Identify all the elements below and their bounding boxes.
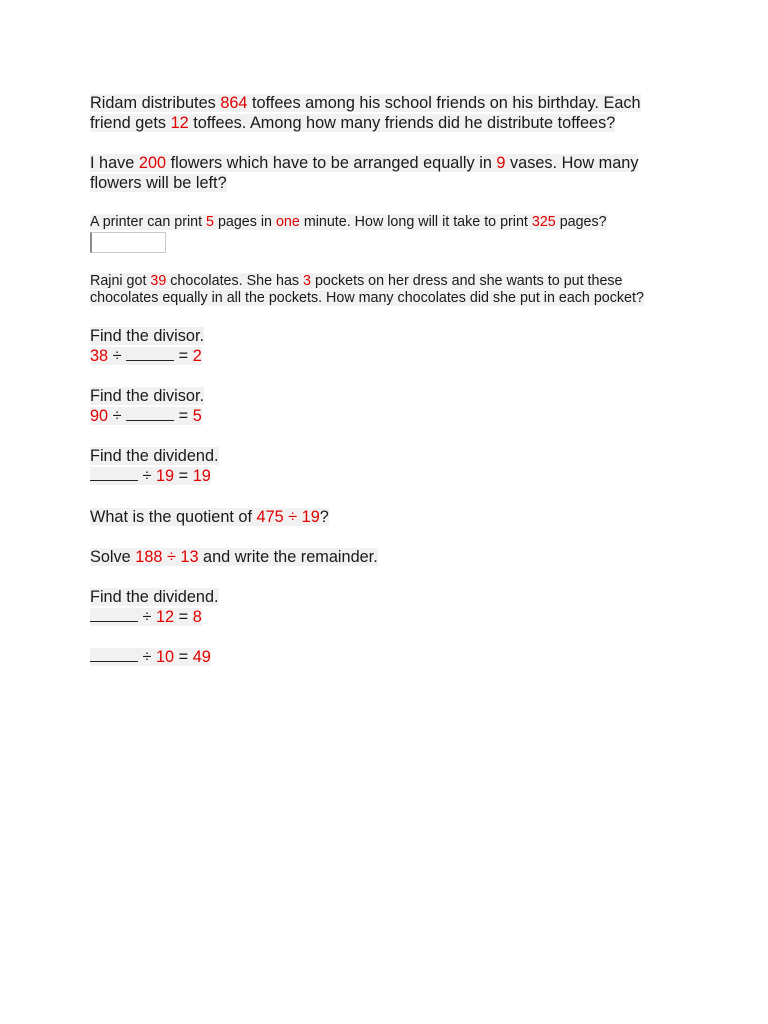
q4-number: 39: [150, 273, 167, 289]
q6-prompt: Find the divisor.: [90, 387, 205, 405]
q2-text: vases. How many: [505, 154, 639, 172]
q1-text: friend gets: [90, 114, 171, 132]
equals-sign: =: [178, 407, 189, 425]
answer-blank[interactable]: [126, 406, 174, 421]
q2-text: flowers will be left?: [90, 174, 227, 192]
q2-number: 9: [496, 154, 506, 172]
q3-text: pages?: [555, 214, 607, 230]
equals-sign: =: [178, 648, 189, 666]
q1-text: toffees among his school friends on his birthday. Each: [247, 94, 641, 112]
q9-expression: 188 ÷ 13: [135, 548, 199, 566]
question-dividend-2: [90, 587, 219, 627]
q7-quotient: 19: [192, 467, 211, 485]
equals-sign: =: [178, 467, 189, 485]
q3-text: pages in: [213, 214, 276, 230]
answer-input[interactable]: [90, 232, 166, 253]
q2-text: I have: [90, 154, 139, 172]
equals-sign: =: [178, 608, 189, 626]
q11-divisor: 10: [156, 648, 175, 666]
q6-dividend: 90: [90, 407, 109, 425]
q8-text: ?: [319, 508, 329, 526]
q10-prompt: Find the dividend.: [90, 588, 219, 606]
q3-text: A printer can print: [90, 214, 207, 230]
equals-sign: =: [178, 347, 189, 365]
question-flowers: [90, 153, 638, 193]
q9-text: Solve: [90, 548, 136, 566]
q10-divisor: 12: [156, 608, 175, 626]
divide-sign: ÷: [112, 347, 122, 365]
question-divisor-2: [90, 386, 204, 426]
question-toffees: [90, 93, 641, 133]
answer-blank[interactable]: [90, 607, 138, 622]
q6-quotient: 5: [192, 407, 202, 425]
divide-sign: ÷: [142, 608, 152, 626]
q8-text: What is the quotient of: [90, 508, 257, 526]
q5-dividend: 38: [90, 347, 109, 365]
q7-prompt: Find the dividend.: [90, 447, 219, 465]
question-divisor-1: [90, 326, 204, 366]
question-dividend-3: [90, 647, 211, 667]
answer-blank[interactable]: [90, 466, 138, 481]
q1-text: toffees. Among how many friends did he distribute toffees?: [188, 114, 616, 132]
q3-number: 5: [206, 214, 214, 230]
q3-text: minute. How long will it take to print: [299, 214, 532, 230]
q2-number: 200: [138, 154, 167, 172]
q4-text: chocolates equally in all the pockets. How many chocolates did she put in each pocket?: [90, 290, 644, 306]
question-remainder: [90, 547, 378, 567]
q2-text: flowers which have to be arranged equally in: [166, 154, 497, 172]
q4-text: Rajni got: [90, 273, 151, 289]
question-quotient: [90, 507, 329, 527]
divide-sign: ÷: [142, 467, 152, 485]
q3-number: one: [275, 214, 300, 230]
q1-text: Ridam distributes: [90, 94, 221, 112]
q9-text: and write the remainder.: [198, 548, 378, 566]
q5-quotient: 2: [192, 347, 202, 365]
question-printer: [90, 214, 607, 253]
q1-number: 864: [220, 94, 248, 112]
q4-text: chocolates. She has: [166, 273, 304, 289]
q8-expression: 475 ÷ 19: [256, 508, 320, 526]
q7-divisor: 19: [156, 467, 175, 485]
answer-blank[interactable]: [126, 346, 174, 361]
q3-number: 325: [531, 214, 556, 230]
q4-text: pockets on her dress and she wants to put these: [310, 273, 623, 289]
question-dividend-1: [90, 446, 219, 486]
divide-sign: ÷: [142, 648, 152, 666]
question-chocolates: [90, 273, 644, 307]
q1-number: 12: [170, 114, 189, 132]
q4-number: 3: [303, 273, 311, 289]
q11-quotient: 49: [192, 648, 211, 666]
q10-quotient: 8: [192, 608, 202, 626]
divide-sign: ÷: [112, 407, 122, 425]
q5-prompt: Find the divisor.: [90, 327, 205, 345]
answer-blank[interactable]: [90, 647, 138, 662]
